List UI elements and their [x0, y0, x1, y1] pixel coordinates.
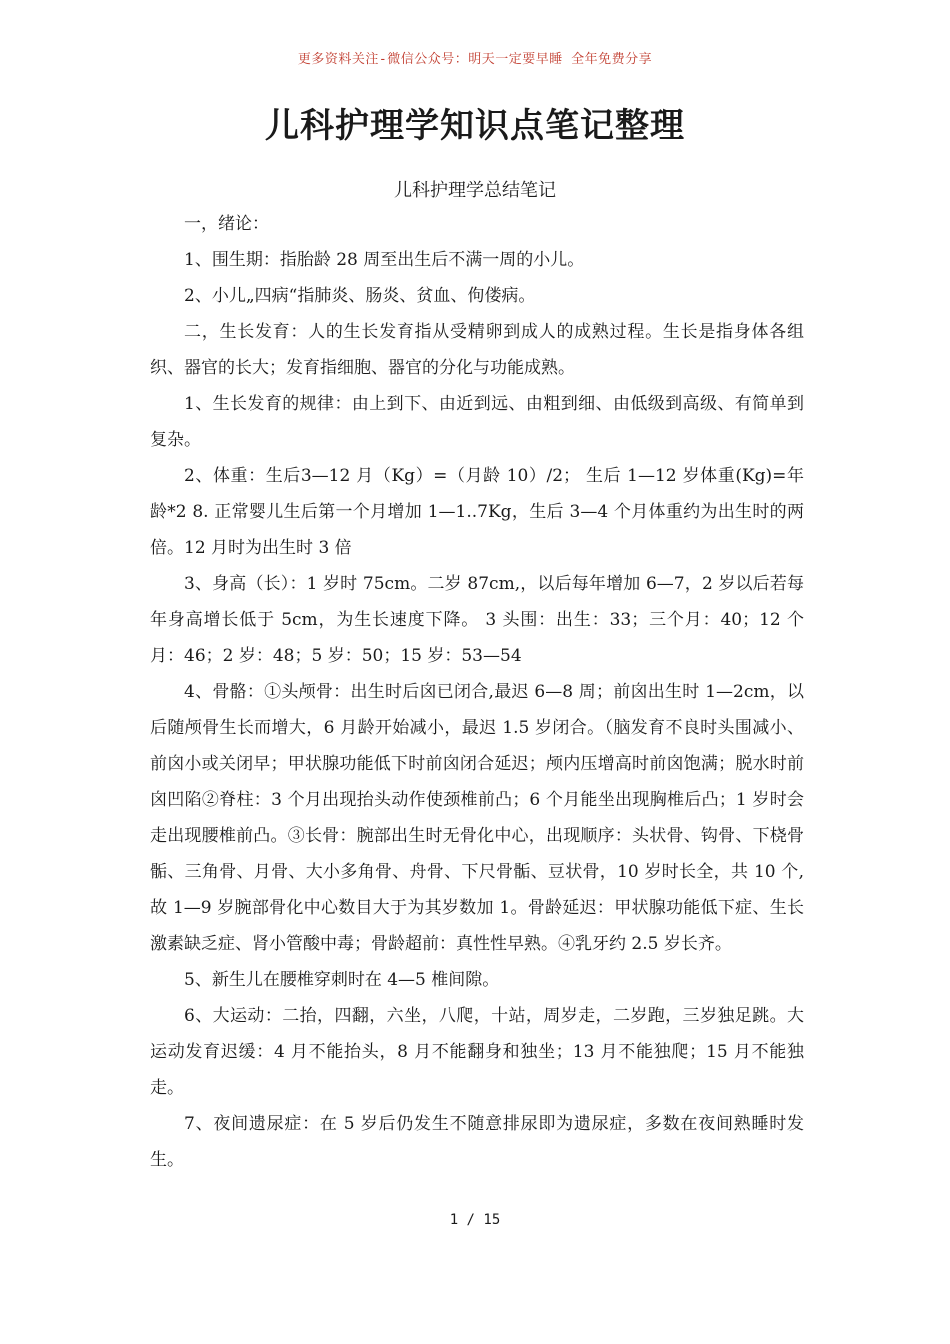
- paragraph-height: 3、身高（长）：1 岁时 75cm。二岁 87cm,，以后每年增加 6—7，2 岁以后若每年身高增长低于 5cm，为生长速度下降。 3 头围：出生：33；三个月：40；12 个月：46；2 岁：48；5 岁：50；15 岁：53—54: [150, 574, 804, 666]
- document-subtitle: 儿科护理学总结笔记: [394, 180, 556, 201]
- paragraph-growth-rules: 1、生长发育的规律：由上到下、由近到远、由粗到细、由低级到高级、有简单到复杂。: [150, 394, 804, 450]
- paragraph-growth-heading: 二，生长发育：人的生长发育指从受精卵到成人的成熟过程。生长是指身体各组织、器官的长大；发育指细胞、器官的分化与功能成熟。: [150, 322, 804, 378]
- page-number: 1 / 15: [449, 1212, 501, 1228]
- document-body: [150, 206, 804, 1178]
- paragraph-perinatal: 1、围生期：指胎龄 28 周至出生后不满一周的小儿。: [184, 250, 585, 270]
- paragraph-intro-heading: 一，绪论：: [184, 214, 269, 234]
- paragraph-four-diseases: 2、小儿„四病“指肺炎、肠炎、贫血、佝偻病。: [184, 286, 536, 306]
- paragraph-enuresis: 7、夜间遗尿症：在 5 岁后仍发生不随意排尿即为遗尿症，多数在夜间熟睡时发生。: [150, 1114, 804, 1170]
- paragraph-weight: 2、体重：生后3—12 月（Kg）=（月龄 10）/2； 生后 1—12 岁体重(Kg)=年龄*2 8. 正常婴儿生后第一个月增加 1—1..7Kg，生后 3—4 个月体重约为出生时的两倍。12 月时为出生时 3 倍: [150, 466, 804, 558]
- document-title: 儿科护理学知识点笔记整理: [265, 106, 685, 146]
- header-note: 更多资料关注-微信公众号：明天一定要早睡 全年免费分享: [297, 52, 653, 67]
- paragraph-bones: 4、骨骼：①头颅骨：出生时后囟已闭合,最迟 6—8 周；前囟出生时 1—2cm，以后随颅骨生长而增大，6 月龄开始减小，最迟 1.5 岁闭合。（脑发育不良时头围减小、前囟小或关闭早；甲状腺功能低下时前囟闭合延迟；颅内压增高时前囟饱满；脱水时前囟凹陷②脊柱：3 个月出现抬头动作使颈椎前凸；6 个月能坐出现胸椎后凸；1 岁时会走出现腰椎前凸。③长骨：腕部出生时无骨化中心，出现顺序：头状骨、钩骨、下桡骨骺、三角骨、月骨、大小多角骨、舟骨、下尺骨骺、豆状骨，10 岁时长全，共 10 个,故 1—9 岁腕部骨化中心数目大于为其岁数加 1。骨龄延迟：甲状腺功能低下症、生长激素缺乏症、肾小管酸中毒；骨龄超前：真性性早熟。④乳牙约 2.5 岁长齐。: [150, 682, 804, 954]
- paragraph-lumbar-puncture: 5、新生儿在腰椎穿刺时在 4—5 椎间隙。: [184, 970, 500, 990]
- paragraph-motor: 6、大运动：二抬，四翻，六坐，八爬，十站，周岁走，二岁跑，三岁独足跳。大运动发育迟缓：4 月不能抬头，8 月不能翻身和独坐；13 月不能独爬；15 月不能独走。: [150, 1006, 804, 1098]
